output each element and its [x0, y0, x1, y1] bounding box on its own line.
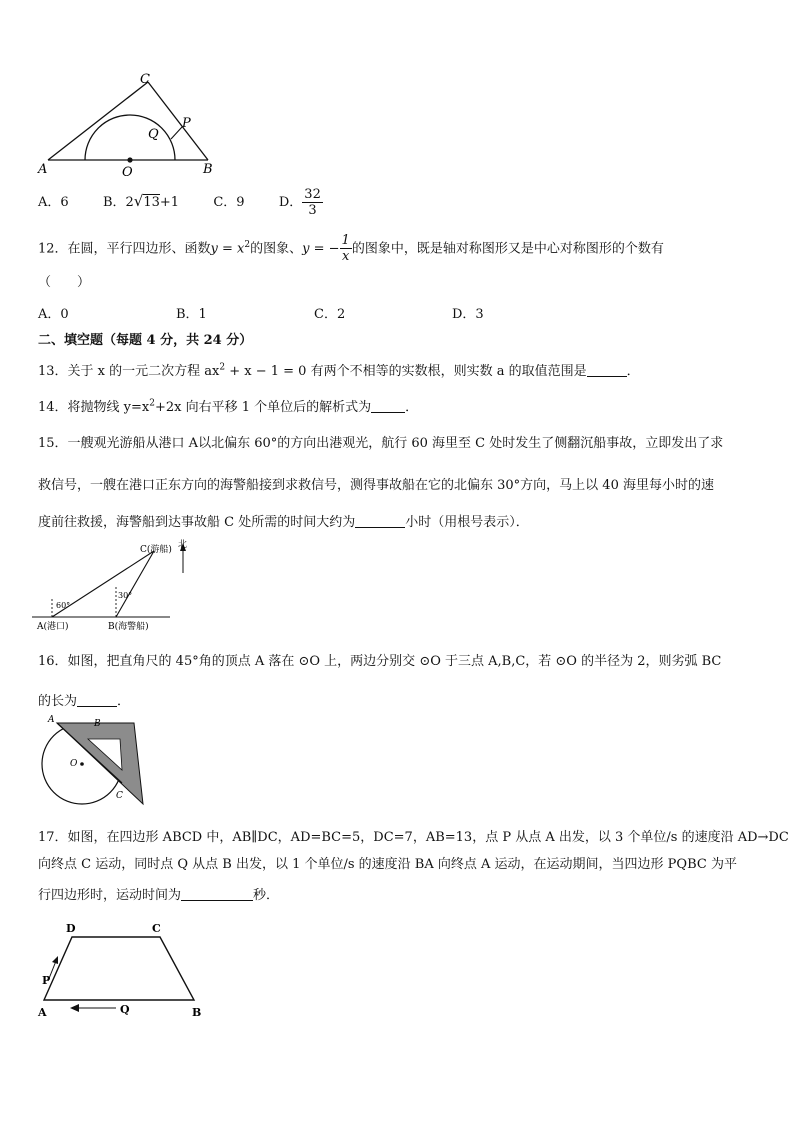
q12-option-b: B．1	[176, 307, 207, 322]
q15-line-2: 救信号，一艘在港口正东方向的海警船接到求救信号，测得事故船在它的北偏东 30°方向，马上以 40 海里每小时的速	[38, 478, 714, 493]
q17-line-3: 行四边形时，运动时间为 秒．	[38, 888, 280, 903]
fig11-label-a: A	[38, 162, 48, 177]
fig15-label-a: A(港口)	[37, 622, 69, 632]
q15-answer-blank[interactable]	[355, 515, 405, 528]
fig11-label-b: B	[203, 162, 213, 177]
q14-stem: 14．将抛物线 $y=x^2+2x$ 向右平移 1 个单位后的解析式为 ．	[38, 398, 419, 415]
section-2-title: 二、填空题（每题 4 分，共 24 分）	[38, 333, 253, 348]
fig17-label-d: D	[66, 922, 76, 935]
fig11-label-c: C	[140, 72, 150, 87]
q14-answer-blank[interactable]	[371, 400, 405, 413]
fig16-label-o: O	[70, 759, 78, 769]
q16-line-2: 的长为 ．	[38, 694, 131, 709]
fig15-angle-60: 60°	[56, 601, 71, 610]
fig11-label-q: Q	[148, 127, 159, 142]
q13-answer-blank[interactable]	[587, 364, 627, 377]
q17-figure	[30, 915, 220, 1025]
q16-line-1: 16．如图，把直角尺的 45°角的顶点 A 落在 ⊙O 上，两边分别交 ⊙O 于三点 A,B,C，若 ⊙O 的半径为 2，则劣弧 BC	[38, 654, 722, 669]
fig16-label-a: A	[48, 715, 55, 725]
q11-option-c: C．9	[213, 195, 245, 210]
q15-line-3: 度前往救援，海警船到达事故船 C 处所需的时间大约为 小时（用根号表示）．	[38, 515, 529, 530]
fig15-angle-30: 30°	[118, 591, 133, 600]
fig15-north: 北	[178, 540, 188, 550]
q12-option-d: D．3	[452, 307, 484, 322]
q13-stem: 13．关于 x 的一元二次方程 $ax^2 + x - 1 = 0$ 有两个不相等的实数根，则实数 a 的取值范围是 ．	[38, 362, 640, 379]
q11-option-b: B．2√13+1	[102, 192, 180, 210]
q15-figure	[30, 535, 210, 635]
q12-option-a: A．0	[38, 307, 69, 322]
q12-stem: 12．在圆，平行四边形、函数$y = x^2$的图象、y = − $\frac{1}{x}$ 的图象中，既是轴对称图形又是中心对称图形的个数有	[38, 233, 664, 265]
q12-paren: （ ）	[38, 275, 91, 290]
q12-option-c: C．2	[314, 307, 346, 322]
fig15-label-b: B(海警船)	[108, 622, 149, 632]
q11-option-d: D． $\frac{32}{3}$	[278, 187, 321, 218]
fig17-label-a: A	[38, 1006, 47, 1019]
fig17-label-p: P	[42, 974, 51, 987]
fig17-label-c: C	[152, 922, 161, 935]
q17-answer-blank[interactable]	[181, 888, 253, 901]
q11-figure	[30, 72, 230, 182]
q17-line-2: 向终点 C 运动，同时点 Q 从点 B 出发，以 1 个单位/s 的速度沿 BA 向终点 A 运动，在运动期间，当四边形 PQBC 为平	[38, 857, 737, 872]
q15-line-1: 15．一艘观光游船从港口 A以北偏东 60°的方向出港观光，航行 60 海里至 C 处时发生了侧翻沉船事故，立即发出了求	[38, 436, 724, 451]
q11-option-a: A．6	[38, 195, 69, 210]
fig17-label-b: B	[192, 1006, 202, 1019]
q11-options	[38, 186, 323, 216]
q16-figure	[30, 712, 170, 812]
fig16-label-c: C	[116, 791, 123, 801]
fig16-label-b: B	[94, 719, 101, 729]
q17-line-1: 17．如图，在四边形 ABCD 中，AB∥DC，AD=BC=5，DC=7，AB=13，点 P 从点 A 出发，以 3 个单位/s 的速度沿 AD→DC	[38, 830, 789, 845]
q16-answer-blank[interactable]	[77, 694, 117, 707]
fig11-label-o: O	[122, 165, 133, 180]
fig11-label-p: P	[182, 116, 191, 131]
fig15-label-c: C(游船)	[140, 545, 172, 555]
fig17-label-q: Q	[120, 1003, 130, 1016]
